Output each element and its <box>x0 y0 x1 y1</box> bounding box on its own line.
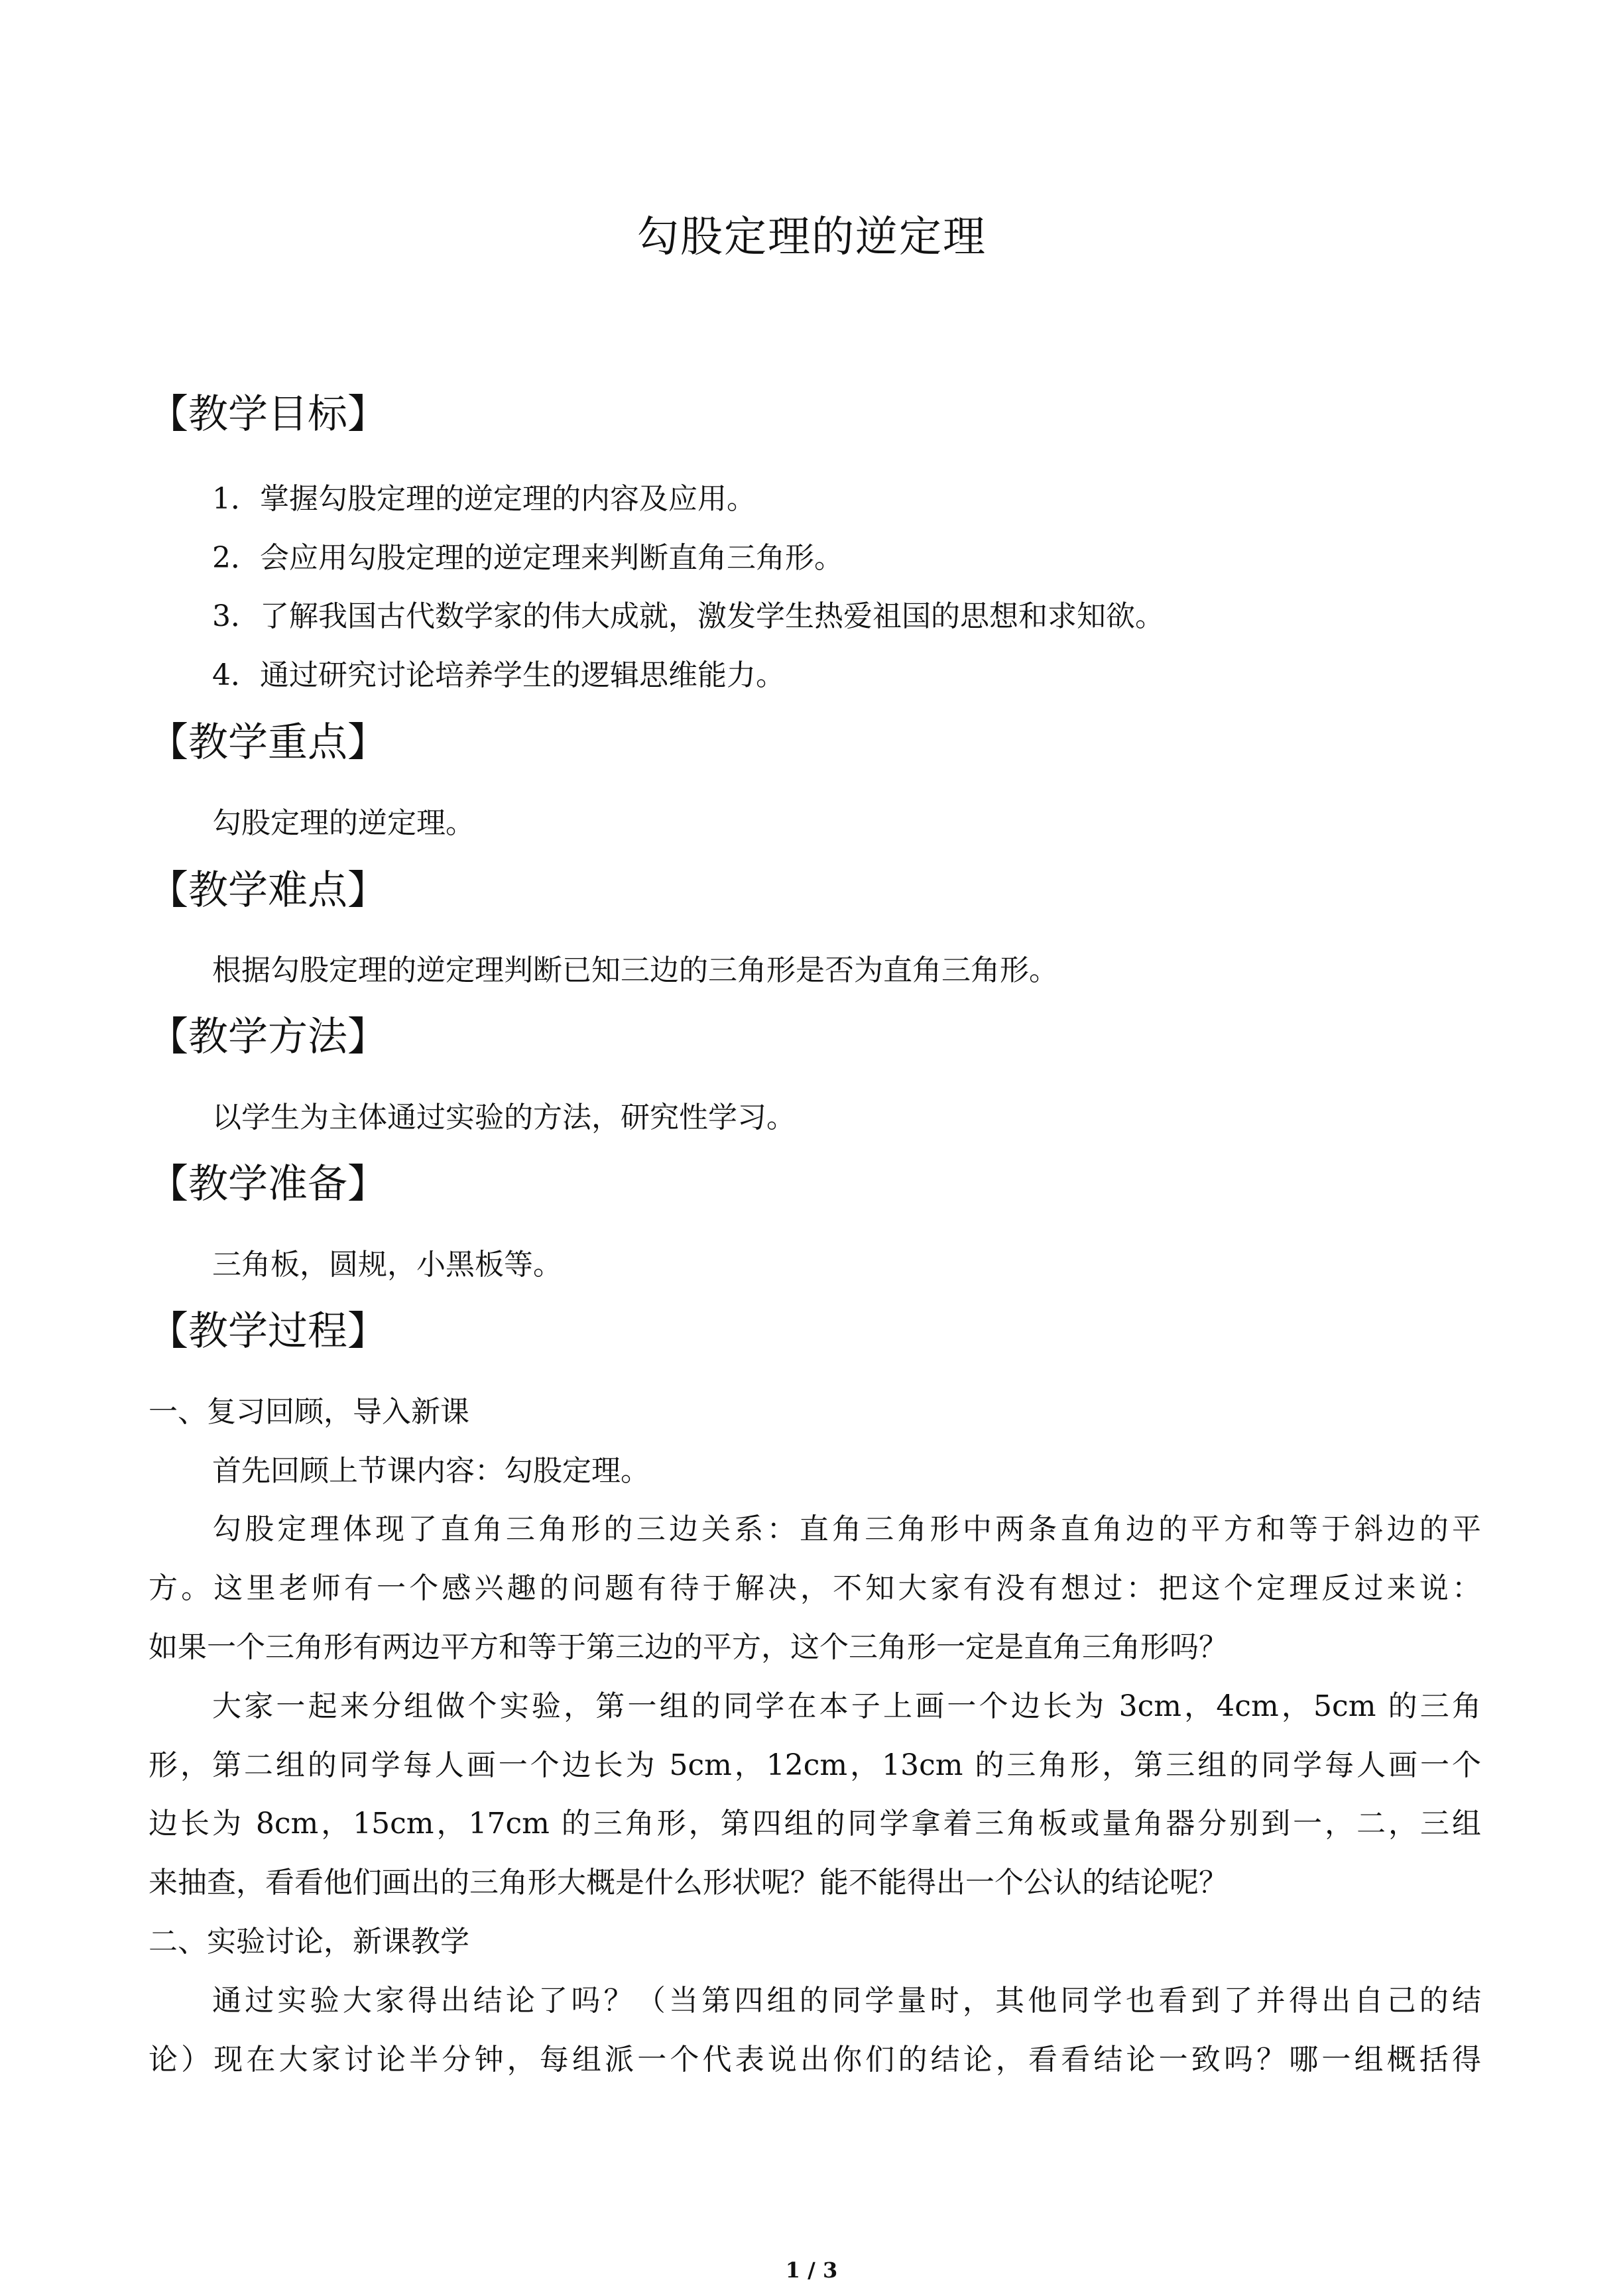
methods-text: 以学生为主体通过实验的方法，研究性学习。 <box>212 1101 796 1134</box>
objective-item: 3．了解我国古代数学家的伟大成就，激发学生热爱祖国的思想和求知欲。 <box>212 599 1164 633</box>
process-paragraph-line: 大家一起来分组做个实验，第一组的同学在本子上画一个边长为 3cm，4cm，5cm 的三角 <box>212 1689 1481 1723</box>
key-points-text: 勾股定理的逆定理。 <box>212 806 475 840</box>
process-paragraph-line: 形，第二组的同学每人画一个边长为 5cm，12cm，13cm 的三角形，第三组的同学每人画一个 <box>149 1748 1481 1782</box>
page-number: 1 / 3 <box>785 2258 838 2283</box>
process-paragraph-line: 方。这里老师有一个感兴趣的问题有待于解决，不知大家有没有想过：把这个定理反过来说： <box>149 1571 1481 1605</box>
process-paragraph-line: 论）现在大家讨论半分钟，每组派一个代表说出你们的结论，看看结论一致吗？哪一组概括得 <box>149 2043 1481 2077</box>
objective-item: 1．掌握勾股定理的逆定理的内容及应用。 <box>212 482 756 516</box>
section-heading-preparation: 【教学准备】 <box>149 1161 387 1207</box>
objective-item: 2．会应用勾股定理的逆定理来判断直角三角形。 <box>212 541 843 575</box>
process-paragraph-line: 边长为 8cm，15cm，17cm 的三角形，第四组的同学拿着三角板或量角器分别到一，二，三组 <box>149 1807 1481 1841</box>
objective-item: 4．通过研究讨论培养学生的逻辑思维能力。 <box>212 658 785 692</box>
section-heading-objectives: 【教学目标】 <box>149 391 387 438</box>
process-subheading: 二、实验讨论，新课教学 <box>149 1925 469 1959</box>
section-heading-key-points: 【教学重点】 <box>149 719 387 766</box>
document-title: 勾股定理的逆定理 <box>636 213 987 262</box>
process-paragraph: 首先回顾上节课内容：勾股定理。 <box>212 1454 650 1488</box>
process-subheading: 一、复习回顾，导入新课 <box>149 1395 469 1429</box>
section-heading-methods: 【教学方法】 <box>149 1014 387 1060</box>
section-heading-process: 【教学过程】 <box>149 1308 387 1355</box>
preparation-text: 三角板，圆规，小黑板等。 <box>212 1248 562 1282</box>
process-paragraph-line: 通过实验大家得出结论了吗？（当第四组的同学量时，其他同学也看到了并得出自己的结 <box>212 1984 1481 2018</box>
process-paragraph-line: 来抽查，看看他们画出的三角形大概是什么形状呢？能不能得出一个公认的结论呢？ <box>149 1866 1228 1900</box>
section-heading-difficulties: 【教学难点】 <box>149 867 387 914</box>
process-paragraph-line: 勾股定理体现了直角三角形的三边关系：直角三角形中两条直角边的平方和等于斜边的平 <box>212 1512 1481 1546</box>
difficulties-text: 根据勾股定理的逆定理判断已知三边的三角形是否为直角三角形。 <box>212 953 1058 987</box>
process-paragraph-line: 如果一个三角形有两边平方和等于第三边的平方，这个三角形一定是直角三角形吗？ <box>149 1630 1228 1664</box>
